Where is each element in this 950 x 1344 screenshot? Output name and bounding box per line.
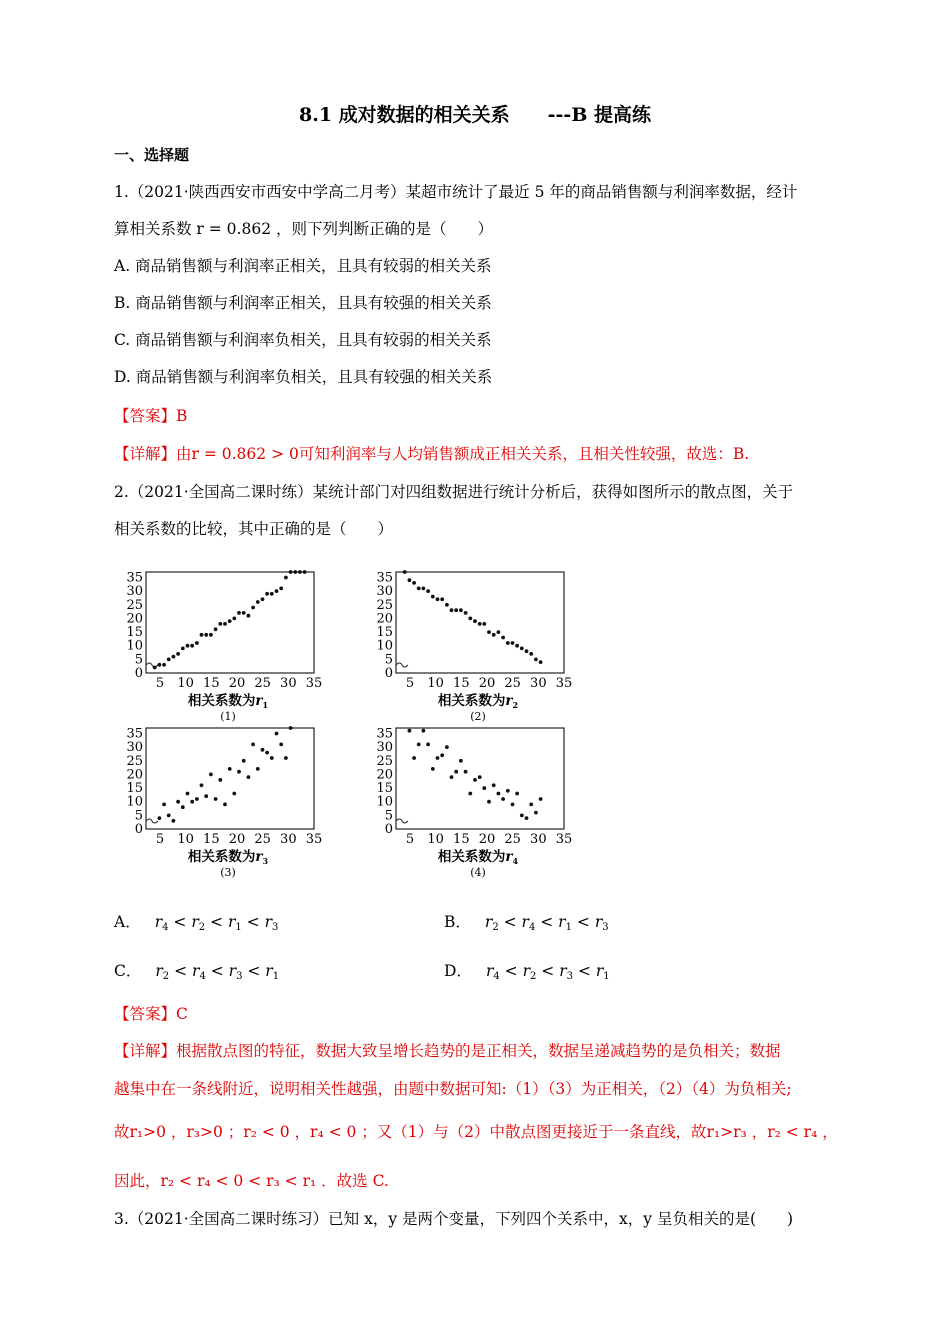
- scatter-point: [303, 570, 307, 574]
- math-operator: <: [205, 913, 228, 931]
- x-tick-label: 5: [405, 676, 415, 691]
- scatter-point: [412, 581, 416, 585]
- scatter-point: [232, 792, 236, 796]
- scatter-point: [431, 595, 435, 599]
- scatter-point: [468, 617, 472, 621]
- panel-label: (1): [220, 710, 236, 723]
- q2-stem-line1: 2.（2021·全国高二课时练）某统计部门对四组数据进行统计分析后，获得如图所示的散点图，关于: [114, 483, 794, 501]
- x-tick-label: 35: [555, 832, 573, 847]
- q1-answer: [114, 406, 187, 426]
- x-tick-label: 5: [155, 676, 165, 691]
- q2-option-c-expr: [155, 962, 279, 980]
- math-variable: r: [485, 962, 494, 980]
- scatter-point: [247, 775, 251, 779]
- x-tick-label: 35: [305, 676, 323, 691]
- math-subscript: 1: [603, 971, 610, 982]
- q1-option-b: B. 商品销售额与利润率正相关，且具有较强的相关关系: [114, 294, 492, 312]
- scatter-point: [515, 644, 519, 648]
- scatter-point: [242, 611, 246, 615]
- scatter-point: [506, 641, 510, 645]
- scatter-point: [200, 783, 204, 787]
- scatter-point: [454, 608, 458, 612]
- scatter-point: [167, 814, 171, 818]
- scatter-point: [482, 622, 486, 626]
- scatter-point: [520, 647, 524, 651]
- y-tick-label: 35: [126, 726, 143, 742]
- plot-frame: [146, 728, 314, 829]
- x-tick-label: 15: [453, 676, 470, 691]
- math-variable: r: [521, 913, 529, 931]
- caption-subscript: 2: [512, 700, 519, 710]
- math-variable: r: [594, 913, 603, 931]
- scatter-point: [237, 770, 241, 774]
- y-tick-label: 25: [126, 597, 143, 613]
- q2-detail-line1: [114, 1041, 781, 1061]
- y-tick-label: 15: [376, 781, 393, 797]
- math-variable: r: [155, 962, 163, 980]
- scatter-point: [459, 608, 463, 612]
- scatter-point: [181, 805, 185, 809]
- panel-label: (4): [470, 866, 486, 879]
- q2-detail-text-1: 根据散点图的特征，数据大致呈增长趋势的是正相关，数据呈递减趋势的是负相关；数据: [176, 1042, 781, 1060]
- math-variable: r: [154, 913, 163, 931]
- caption-text: 相关系数为: [437, 693, 506, 709]
- caption-variable: r: [505, 693, 513, 709]
- caption-text: 相关系数为: [187, 693, 256, 709]
- scatter-point: [186, 644, 190, 648]
- x-tick-label: 15: [203, 832, 220, 847]
- y-tick-label: 5: [134, 808, 143, 824]
- axis-break-mark: [396, 663, 408, 667]
- scatter-point: [176, 800, 180, 804]
- x-tick-label: 20: [228, 832, 246, 847]
- q2-option-a-expr: [155, 913, 279, 931]
- scatter-point: [520, 814, 524, 818]
- q2-detail-line3: 故r₁>0 ，r₃>0 ；r₂ < 0 ，r₄ < 0 ；又（1）与（2）中散点图更接近于一条直线，故r₁>r₃ ，r₂ < r₄ ，: [114, 1123, 838, 1141]
- math-variable: r: [192, 962, 200, 980]
- scatter-point: [265, 592, 269, 596]
- scatter-point: [200, 633, 204, 637]
- scatter-point: [279, 743, 283, 747]
- math-operator: <: [241, 913, 265, 931]
- scatter-point: [275, 589, 279, 593]
- scatter-point: [256, 767, 260, 771]
- scatter-point: [529, 803, 533, 807]
- scatter-point: [162, 663, 166, 667]
- x-tick-label: 30: [280, 832, 297, 847]
- scatter-point: [529, 652, 533, 656]
- math-subscript: 4: [199, 971, 206, 982]
- q2-option-d-label: D．: [444, 962, 472, 980]
- scatter-point: [237, 611, 241, 615]
- math-operator: <: [536, 962, 560, 980]
- x-tick-label: 30: [530, 832, 547, 847]
- math-variable: r: [265, 962, 273, 980]
- title-main: 8.1 成对数据的相关关系: [298, 104, 510, 126]
- scatter-point: [422, 587, 426, 591]
- x-tick-label: 20: [478, 832, 496, 847]
- scatter-point: [279, 587, 283, 591]
- scatter-point: [440, 597, 444, 601]
- scatter-point: [289, 726, 293, 730]
- math-subscript: 4: [162, 922, 169, 933]
- scatter-point: [464, 611, 468, 615]
- math-subscript: 2: [530, 971, 537, 982]
- math-operator: <: [168, 913, 192, 931]
- q1-detail: [114, 444, 749, 464]
- x-tick-label: 10: [427, 832, 444, 847]
- scatter-point: [511, 803, 515, 807]
- y-tick-label: 25: [376, 753, 393, 769]
- x-tick-label: 35: [555, 676, 573, 691]
- scatter-point: [525, 649, 529, 653]
- scatter-point: [473, 778, 477, 782]
- math-subscript: 1: [272, 971, 280, 982]
- scatter-point: [214, 627, 218, 631]
- scatter-point: [450, 775, 454, 779]
- scatter-point: [506, 789, 510, 793]
- y-tick-label: 30: [376, 584, 393, 600]
- x-tick-label: 30: [280, 676, 297, 691]
- x-tick-label: 10: [427, 676, 444, 691]
- scatter-point: [214, 797, 218, 801]
- scatter-point: [195, 641, 199, 645]
- math-variable: r: [522, 962, 530, 980]
- q2-option-a: [114, 912, 278, 932]
- y-tick-label: 10: [126, 794, 143, 810]
- scatter-point: [445, 745, 449, 749]
- scatter-point: [261, 748, 265, 752]
- math-variable: r: [264, 913, 273, 931]
- caption-variable: r: [255, 849, 263, 865]
- math-variable: r: [595, 962, 604, 980]
- scatter-point: [289, 570, 293, 574]
- scatter-plot-1: [116, 566, 326, 723]
- q2-option-c-label: C．: [114, 962, 142, 980]
- scatter-point: [501, 636, 505, 640]
- scatter-plot-3: [116, 722, 326, 879]
- scatter-point: [501, 797, 505, 801]
- scatter-point: [251, 743, 255, 747]
- scatter-point: [408, 729, 412, 733]
- scatter-point: [426, 589, 430, 593]
- scatter-point: [436, 756, 440, 760]
- y-tick-label: 20: [376, 611, 393, 627]
- scatter-point: [186, 792, 190, 796]
- math-subscript: 2: [198, 922, 206, 933]
- x-tick-label: 5: [155, 832, 165, 847]
- y-tick-label: 0: [134, 666, 143, 681]
- q1-option-d: D. 商品销售额与利润率负相关，且具有较强的相关关系: [114, 368, 493, 386]
- q2-stem-line2: 相关系数的比较，其中正确的是（ ）: [114, 520, 394, 538]
- scatter-point: [539, 660, 543, 664]
- scatter-point: [473, 619, 477, 623]
- y-tick-label: 15: [376, 625, 393, 641]
- caption-variable: r: [255, 693, 263, 709]
- scatter-point: [298, 570, 302, 574]
- scatter-point: [153, 666, 157, 670]
- q2-detail-tag: 【详解】: [114, 1042, 177, 1060]
- caption-variable: r: [505, 849, 513, 865]
- q1-answer-tag: 【答案】: [114, 407, 177, 425]
- scatter-point: [270, 592, 274, 596]
- y-tick-label: 25: [376, 597, 393, 613]
- scatter-point: [539, 797, 543, 801]
- math-variable: r: [228, 962, 237, 980]
- axis-break-mark: [146, 819, 158, 823]
- math-subscript: 4: [493, 971, 500, 982]
- y-tick-label: 30: [126, 584, 143, 600]
- section-heading: 一、选择题: [114, 146, 190, 164]
- x-tick-label: 10: [177, 832, 194, 847]
- scatter-point: [450, 608, 454, 612]
- y-tick-label: 15: [126, 781, 143, 797]
- q1-stem-line1: 1.（2021·陕西西安市西安中学高二月考）某超市统计了最近 5 年的商品销售额与利润率数据，经计: [114, 183, 798, 201]
- scatter-point: [172, 819, 176, 823]
- math-subscript: 3: [602, 922, 609, 933]
- scatter-point: [247, 614, 251, 618]
- scatter-point: [228, 619, 232, 623]
- scatter-point: [251, 606, 255, 610]
- scatter-point: [218, 622, 222, 626]
- scatter-point: [426, 743, 430, 747]
- x-tick-label: 25: [254, 676, 271, 691]
- axis-break-mark: [396, 819, 408, 823]
- math-variable: r: [558, 913, 566, 931]
- q3-stem-line1: 3.（2021·全国高二课时练习）已知 x，y 是两个变量，下列四个关系中，x，y 呈负相关的是( ): [114, 1210, 794, 1228]
- scatter-point: [158, 816, 162, 820]
- scatter-point: [218, 778, 222, 782]
- scatter-point: [497, 630, 501, 634]
- x-tick-label: 15: [453, 832, 470, 847]
- scatter-point: [459, 759, 463, 763]
- scatter-point: [270, 756, 274, 760]
- y-tick-label: 35: [376, 570, 393, 586]
- math-subscript: 1: [235, 922, 242, 933]
- caption-subscript: 1: [262, 700, 269, 710]
- math-operator: <: [571, 913, 595, 931]
- math-variable: r: [559, 962, 567, 980]
- math-operator: <: [499, 962, 523, 980]
- x-tick-label: 30: [530, 676, 547, 691]
- math-operator: <: [498, 913, 522, 931]
- math-subscript: 3: [566, 971, 574, 982]
- scatter-point: [534, 811, 538, 815]
- y-tick-label: 0: [134, 822, 143, 837]
- q2-option-b-label: B．: [444, 913, 471, 931]
- scatter-point: [162, 803, 166, 807]
- scatter-point: [167, 658, 171, 662]
- scatter-point: [176, 652, 180, 656]
- title-suffix: ---B 提高练: [547, 104, 651, 126]
- scatter-point: [534, 658, 538, 662]
- x-tick-label: 10: [177, 676, 194, 691]
- scatter-point: [209, 633, 213, 637]
- scatter-point: [204, 794, 208, 798]
- scatter-point: [181, 647, 185, 651]
- y-tick-label: 0: [384, 822, 393, 837]
- y-tick-label: 5: [384, 808, 393, 824]
- y-tick-label: 15: [126, 625, 143, 641]
- scatter-svg: [116, 722, 326, 879]
- q2-answer: [114, 1004, 188, 1024]
- y-tick-label: 5: [384, 652, 393, 668]
- math-subscript: 2: [492, 922, 499, 933]
- y-tick-label: 0: [384, 666, 393, 681]
- x-tick-label: 20: [478, 676, 496, 691]
- y-tick-label: 10: [376, 794, 393, 810]
- y-tick-label: 30: [376, 740, 393, 756]
- math-variable: r: [484, 913, 493, 931]
- y-tick-label: 35: [126, 570, 143, 586]
- x-tick-label: 5: [405, 832, 415, 847]
- scatter-point: [284, 756, 288, 760]
- plot-caption: [188, 848, 269, 866]
- scatter-point: [482, 786, 486, 790]
- x-tick-label: 35: [305, 832, 323, 847]
- y-tick-label: 10: [376, 638, 393, 654]
- scatter-point: [232, 617, 236, 621]
- scatter-point: [468, 792, 472, 796]
- q2-option-b: [444, 912, 609, 932]
- scatter-point: [436, 597, 440, 601]
- math-subscript: 2: [162, 971, 170, 982]
- scatter-point: [223, 803, 227, 807]
- math-subscript: 4: [528, 922, 536, 933]
- scatter-point: [158, 663, 162, 667]
- x-tick-label: 25: [504, 676, 521, 691]
- y-tick-label: 20: [376, 767, 393, 783]
- scatter-svg: [116, 566, 326, 723]
- scatter-point: [265, 751, 269, 755]
- scatter-point: [525, 816, 529, 820]
- scatter-point: [497, 792, 501, 796]
- math-operator: <: [242, 962, 266, 980]
- scatter-svg: [366, 722, 576, 879]
- caption-text: 相关系数为: [187, 849, 256, 865]
- scatter-point: [403, 570, 407, 574]
- plot-caption: [438, 848, 519, 866]
- scatter-point: [478, 775, 482, 779]
- q2-detail-line2: 越集中在一条线附近，说明相关性越强，由题中数据可知:（1）（3）为正相关，（2）（4）为负相关;: [114, 1080, 792, 1098]
- scatter-point: [228, 767, 232, 771]
- scatter-plot-2: [366, 566, 576, 723]
- q1-option-c: C. 商品销售额与利润率负相关，且具有较弱的相关关系: [114, 331, 492, 349]
- q2-answer-tag: 【答案】: [114, 1005, 177, 1023]
- math-variable: r: [191, 913, 199, 931]
- math-operator: <: [535, 913, 559, 931]
- math-subscript: 3: [272, 922, 279, 933]
- scatter-point: [190, 644, 194, 648]
- scatter-point: [422, 729, 426, 733]
- scatter-point: [487, 630, 491, 634]
- scatter-point: [487, 800, 491, 804]
- y-tick-label: 5: [134, 652, 143, 668]
- math-operator: <: [169, 962, 193, 980]
- math-operator: <: [205, 962, 229, 980]
- q2-option-b-expr: [485, 913, 609, 931]
- x-tick-label: 20: [228, 676, 246, 691]
- page-title: [0, 100, 950, 127]
- scatter-point: [408, 578, 412, 582]
- scatter-point: [454, 770, 458, 774]
- caption-subscript: 4: [512, 856, 519, 866]
- y-tick-label: 25: [126, 753, 143, 769]
- scatter-point: [209, 773, 213, 777]
- scatter-point: [464, 770, 468, 774]
- scatter-point: [293, 570, 297, 574]
- scatter-point: [204, 633, 208, 637]
- plot-caption: [438, 692, 518, 710]
- q1-detail-tag: 【详解】: [114, 445, 177, 463]
- math-operator: <: [573, 962, 596, 980]
- q1-detail-text: 由r = 0.862 > 0可知利润率与人均销售额成正相关关系，且相关性较强，故选：B.: [176, 445, 750, 463]
- scatter-point: [284, 576, 288, 580]
- q1-answer-value: B: [176, 407, 188, 425]
- plot-caption: [188, 692, 268, 710]
- q1-option-a: A. 商品销售额与利润率正相关，且具有较弱的相关关系: [114, 257, 492, 275]
- q2-option-a-label: A．: [114, 913, 141, 931]
- math-subscript: 1: [565, 922, 572, 933]
- scatter-point: [431, 767, 435, 771]
- caption-text: 相关系数为: [437, 849, 506, 865]
- q2-option-d: [444, 961, 610, 981]
- y-tick-label: 10: [126, 638, 143, 654]
- scatter-point: [445, 603, 449, 607]
- scatter-point: [492, 783, 496, 787]
- scatter-plot-4: [366, 722, 576, 879]
- scatter-svg: [366, 566, 576, 723]
- scatter-point: [190, 800, 194, 804]
- scatter-point: [492, 633, 496, 637]
- scatter-point: [478, 622, 482, 626]
- panel-label: (3): [220, 866, 236, 879]
- scatter-point: [515, 792, 519, 796]
- scatter-point: [256, 600, 260, 604]
- scatter-point: [275, 732, 279, 736]
- scatter-point: [261, 597, 265, 601]
- q1-stem-line2: 算相关系数 r = 0.862 ，则下列判断正确的是（ ）: [114, 220, 493, 238]
- math-subscript: 3: [236, 971, 243, 982]
- panel-label: (2): [470, 710, 486, 723]
- y-tick-label: 20: [126, 767, 143, 783]
- q2-detail-line4: 因此，r₂ < r₄ < 0 < r₃ < r₁ ．故选 C.: [114, 1172, 389, 1190]
- scatter-point: [412, 756, 416, 760]
- scatter-point: [223, 622, 227, 626]
- caption-subscript: 3: [262, 856, 269, 866]
- y-tick-label: 20: [126, 611, 143, 627]
- scatter-point: [417, 587, 421, 591]
- q2-answer-value: C: [176, 1005, 188, 1023]
- math-variable: r: [227, 913, 236, 931]
- scatter-point: [417, 743, 421, 747]
- scatter-point: [195, 797, 199, 801]
- scatter-point: [242, 759, 246, 763]
- q2-option-c: [114, 961, 279, 981]
- x-tick-label: 15: [203, 676, 220, 691]
- x-tick-label: 25: [254, 832, 271, 847]
- scatter-point: [511, 641, 515, 645]
- x-tick-label: 25: [504, 832, 521, 847]
- scatter-point: [172, 655, 176, 659]
- scatter-point: [440, 753, 444, 757]
- q2-option-d-expr: [486, 962, 610, 980]
- y-tick-label: 35: [376, 726, 393, 742]
- y-tick-label: 30: [126, 740, 143, 756]
